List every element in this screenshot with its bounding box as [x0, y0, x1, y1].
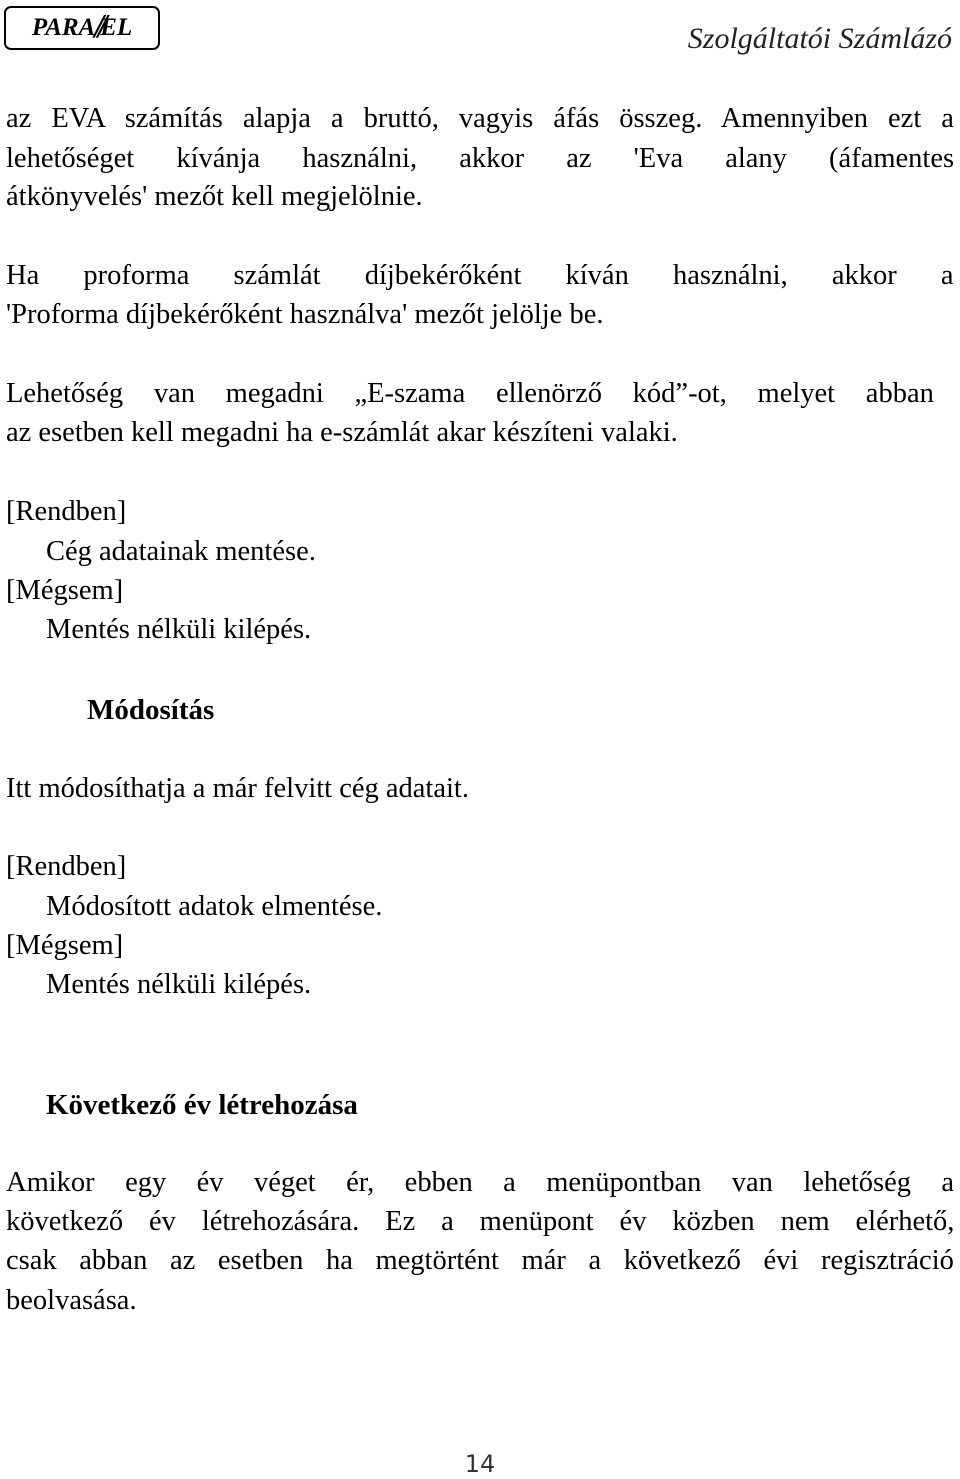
next-year-line-3: csak abban az esetben ha megtörtént már a következő évi regisztráció — [6, 1245, 954, 1276]
ok-button-label: [Rendben] — [6, 496, 127, 527]
logo-text-right: EL — [100, 14, 133, 41]
paragraph-eszamla-line-1: Lehetőség van megadni „E-szama ellenörző kód”-ot, melyet abban — [6, 378, 934, 409]
cancel-button-label: [Mégsem] — [6, 575, 124, 606]
paragraph-eszamla-line-2: az esetben kell megadni ha e-számlát akar készíteni valaki. — [6, 417, 678, 448]
logo-bars: // — [94, 8, 102, 45]
paragraph-eva-line-3: átkönyvelés' mezőt kell megjelölnie. — [6, 181, 423, 212]
paragraph-eva-line-1: az EVA számítás alapja a bruttó, vagyis áfás összeg. Amennyiben ezt a — [6, 103, 954, 134]
page-number: 14 — [464, 1450, 496, 1478]
document-title: Szolgáltatói Számlázó — [687, 22, 952, 55]
paragraph-eva-line-2: lehetőséget kívánja használni, akkor az 'Eva alany (áfamentes — [6, 143, 955, 174]
modify-cancel-label: [Mégsem] — [6, 930, 124, 961]
modify-cancel-description: Mentés nélküli kilépés. — [46, 969, 312, 1000]
modify-ok-label: [Rendben] — [6, 851, 127, 882]
parallel-logo — [4, 6, 160, 50]
paragraph-proforma-line-1: Ha proforma számlát díjbekérőként kíván használni, akkor a — [6, 260, 954, 291]
paragraph-proforma-line-2: 'Proforma díjbekérőként használva' mezőt jelölje be. — [6, 299, 604, 330]
cancel-button-description: Mentés nélküli kilépés. — [46, 614, 312, 645]
logo-text-left: PARA — [31, 14, 96, 41]
modify-intro: Itt módosíthatja a már felvitt cég adatait. — [6, 773, 469, 804]
next-year-line-4: beolvasása. — [6, 1285, 137, 1316]
next-year-line-1: Amikor egy év véget ér, ebben a menüpontban van lehetőség a — [6, 1167, 955, 1198]
modify-ok-description: Módosított adatok elmentése. — [46, 891, 383, 922]
next-year-line-2: következő év létrehozására. Ez a menüpont év közben nem elérhető, — [6, 1206, 955, 1237]
modify-heading: Módosítás — [87, 694, 215, 726]
next-year-heading: Következő év létrehozása — [46, 1089, 358, 1121]
ok-button-description: Cég adatainak mentése. — [46, 536, 316, 567]
